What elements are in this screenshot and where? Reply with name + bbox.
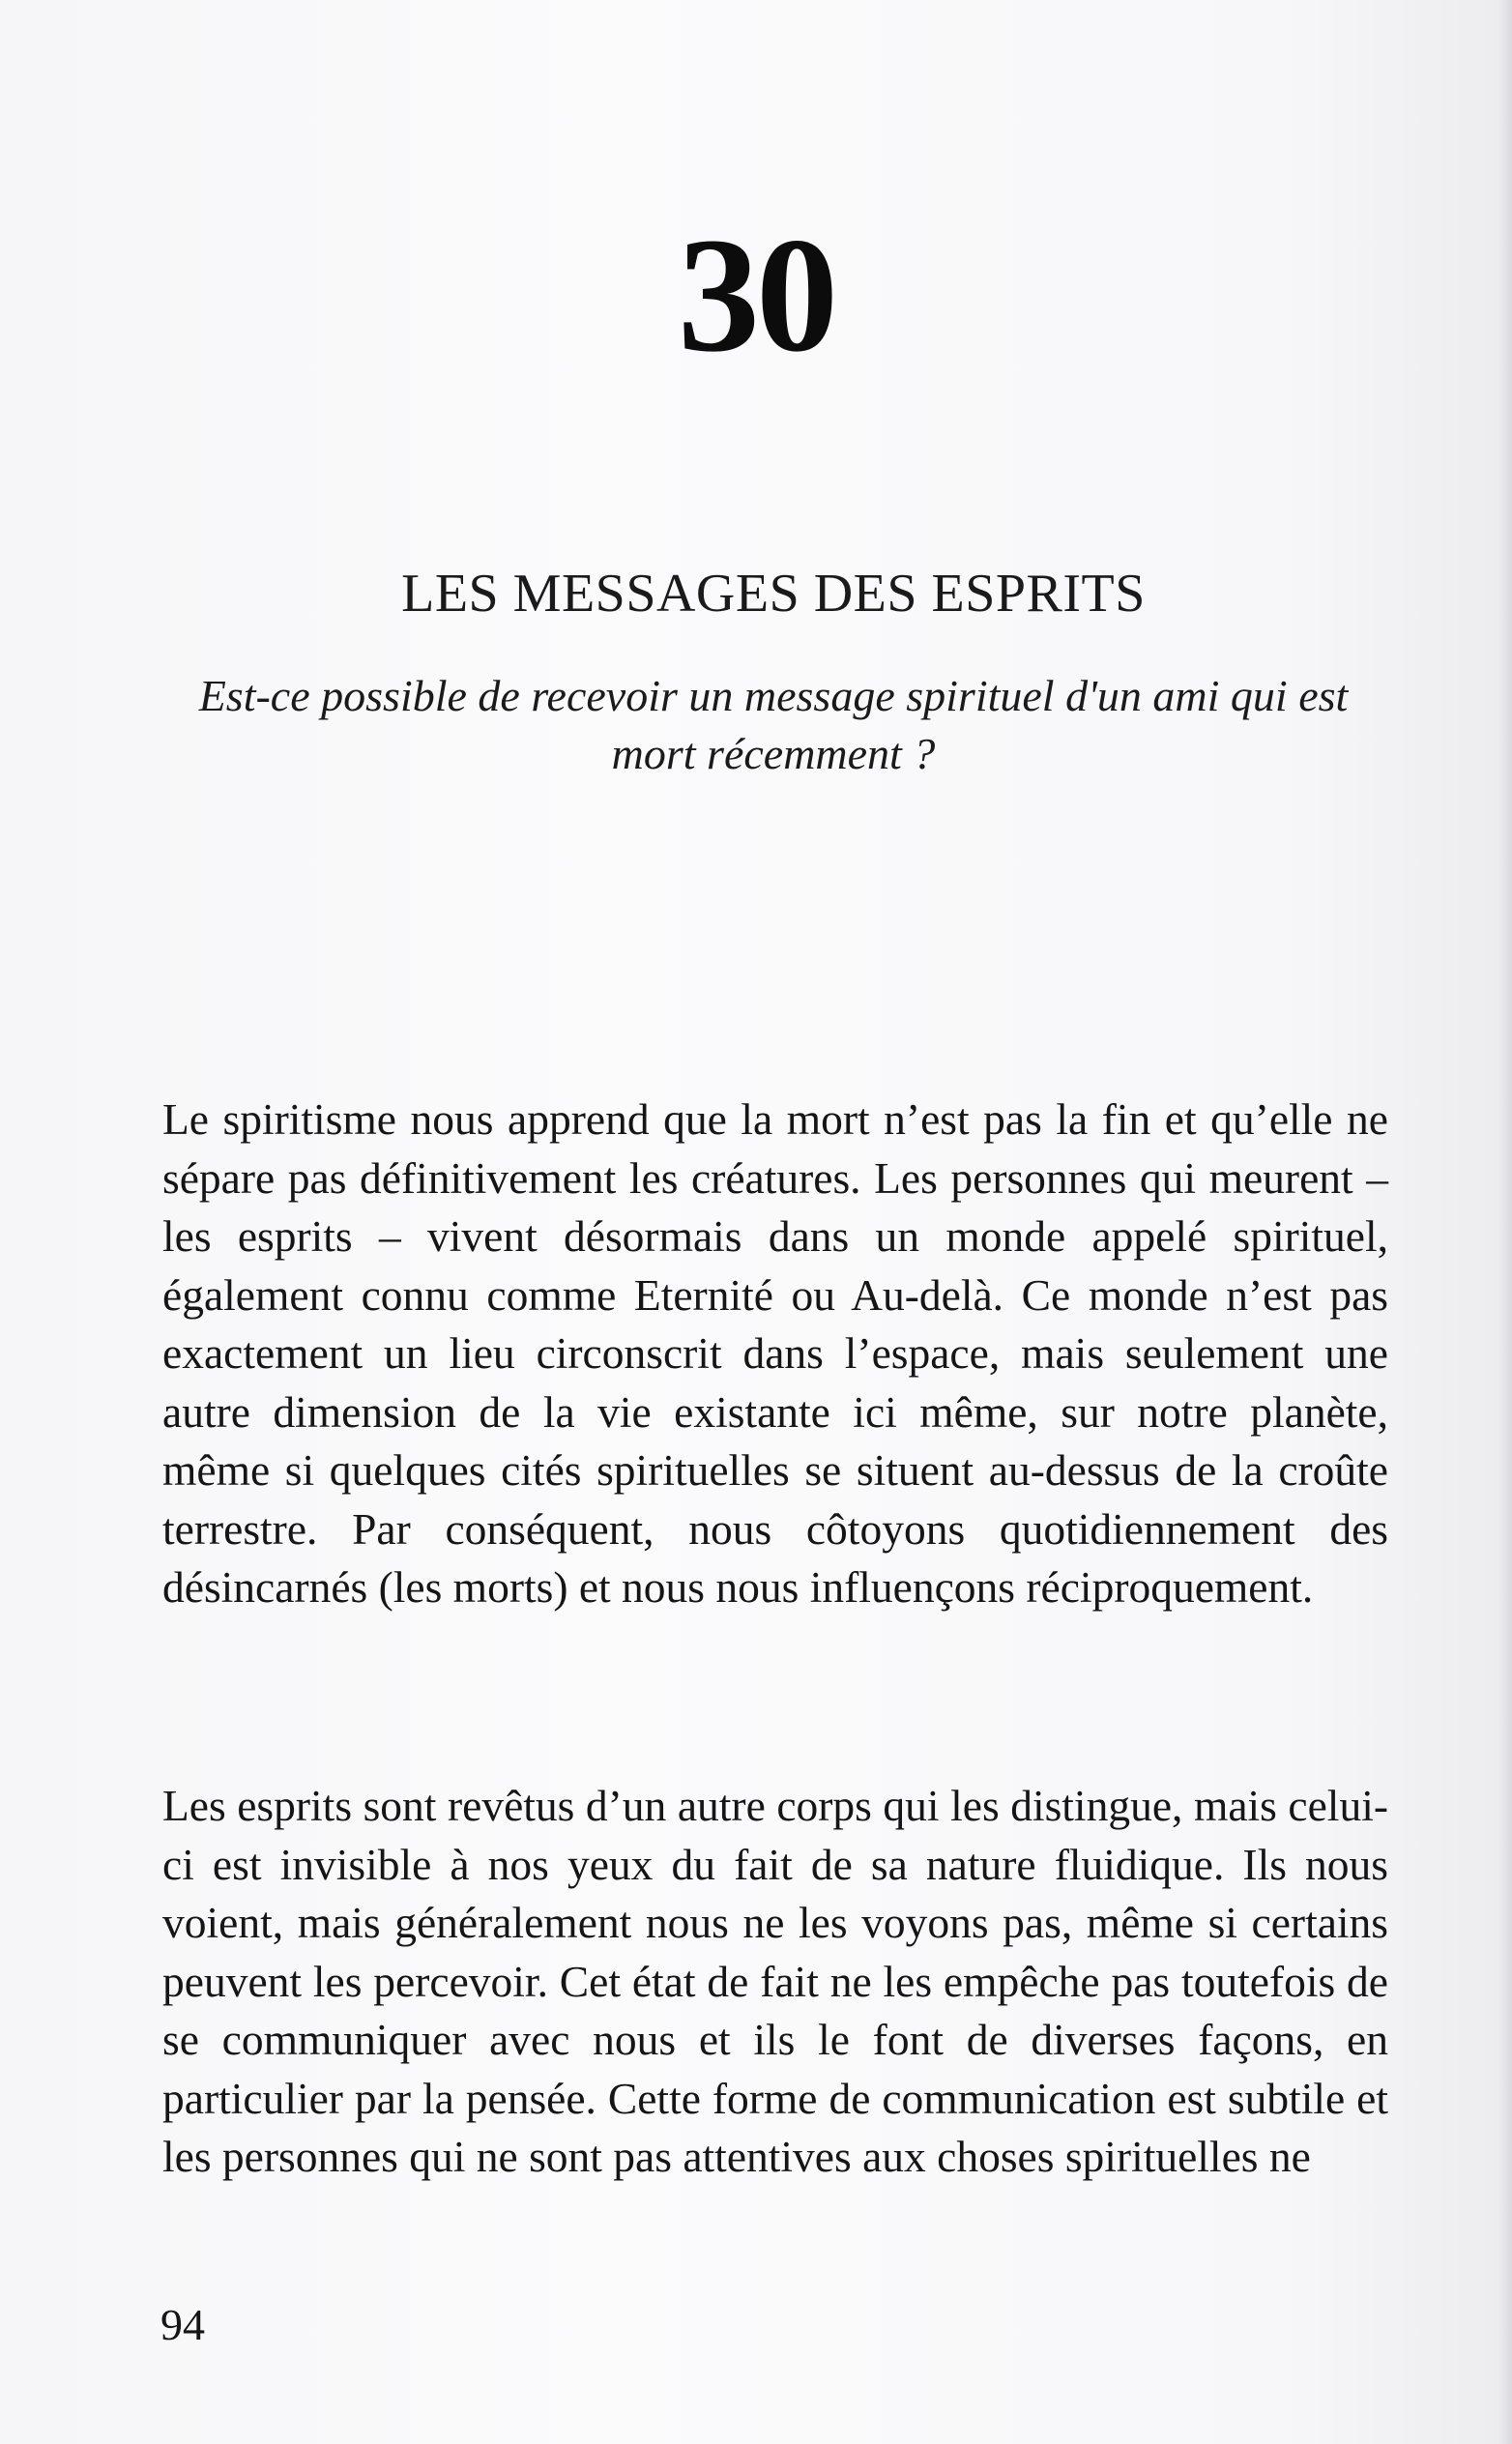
paragraph-text: Les esprits sont revêtus d’un autre corps qui les distingue, mais celui-ci est invisible à nos yeux du fait de sa nature fluidique. Ils nous voient, mais généralement nous ne les voyons pas, même si certains peuvent les percevoir. Cet état de fait ne les empêche pas toutefois de se communiquer avec nous et ils le font de diverses façons, en particulier par la pensée. Cette forme de communication est subtile et les personnes qui ne sont pas attentives aux choses spirituelles ne xyxy=(162,1781,1388,2181)
chapter-question: Est-ce possible de recevoir un message spirituel d'un ami qui est mort récemment ? xyxy=(198,671,1349,778)
chapter-title: LES MESSAGES DES ESPRITS xyxy=(401,564,1146,624)
body-paragraph-2 xyxy=(162,1777,1388,2187)
paragraph-text: Le spiritisme nous apprend que la mort n’est pas la fin et qu’elle ne sépare pas définitivement les créatures. Les personnes qui meurent – les esprits – vivent désormais dans un monde appelé spirituel, également connu comme Eternité ou Au-delà. Ce monde n’est pas exactement un lieu circonscrit dans l’espace, mais seulement une autre dimension de la vie existante ici même, sur notre planète, même si quelques cités spirituelles se situent au-dessus de la croûte terrestre. Par conséquent, nous côtoyons quotidiennement des désincarnés (les morts) et nous nous influençons réciproquement. xyxy=(162,1094,1388,1612)
body-paragraph-1 xyxy=(162,1091,1388,1617)
page-number: 94 xyxy=(160,2300,205,2349)
chapter-number: 30 xyxy=(678,204,834,386)
